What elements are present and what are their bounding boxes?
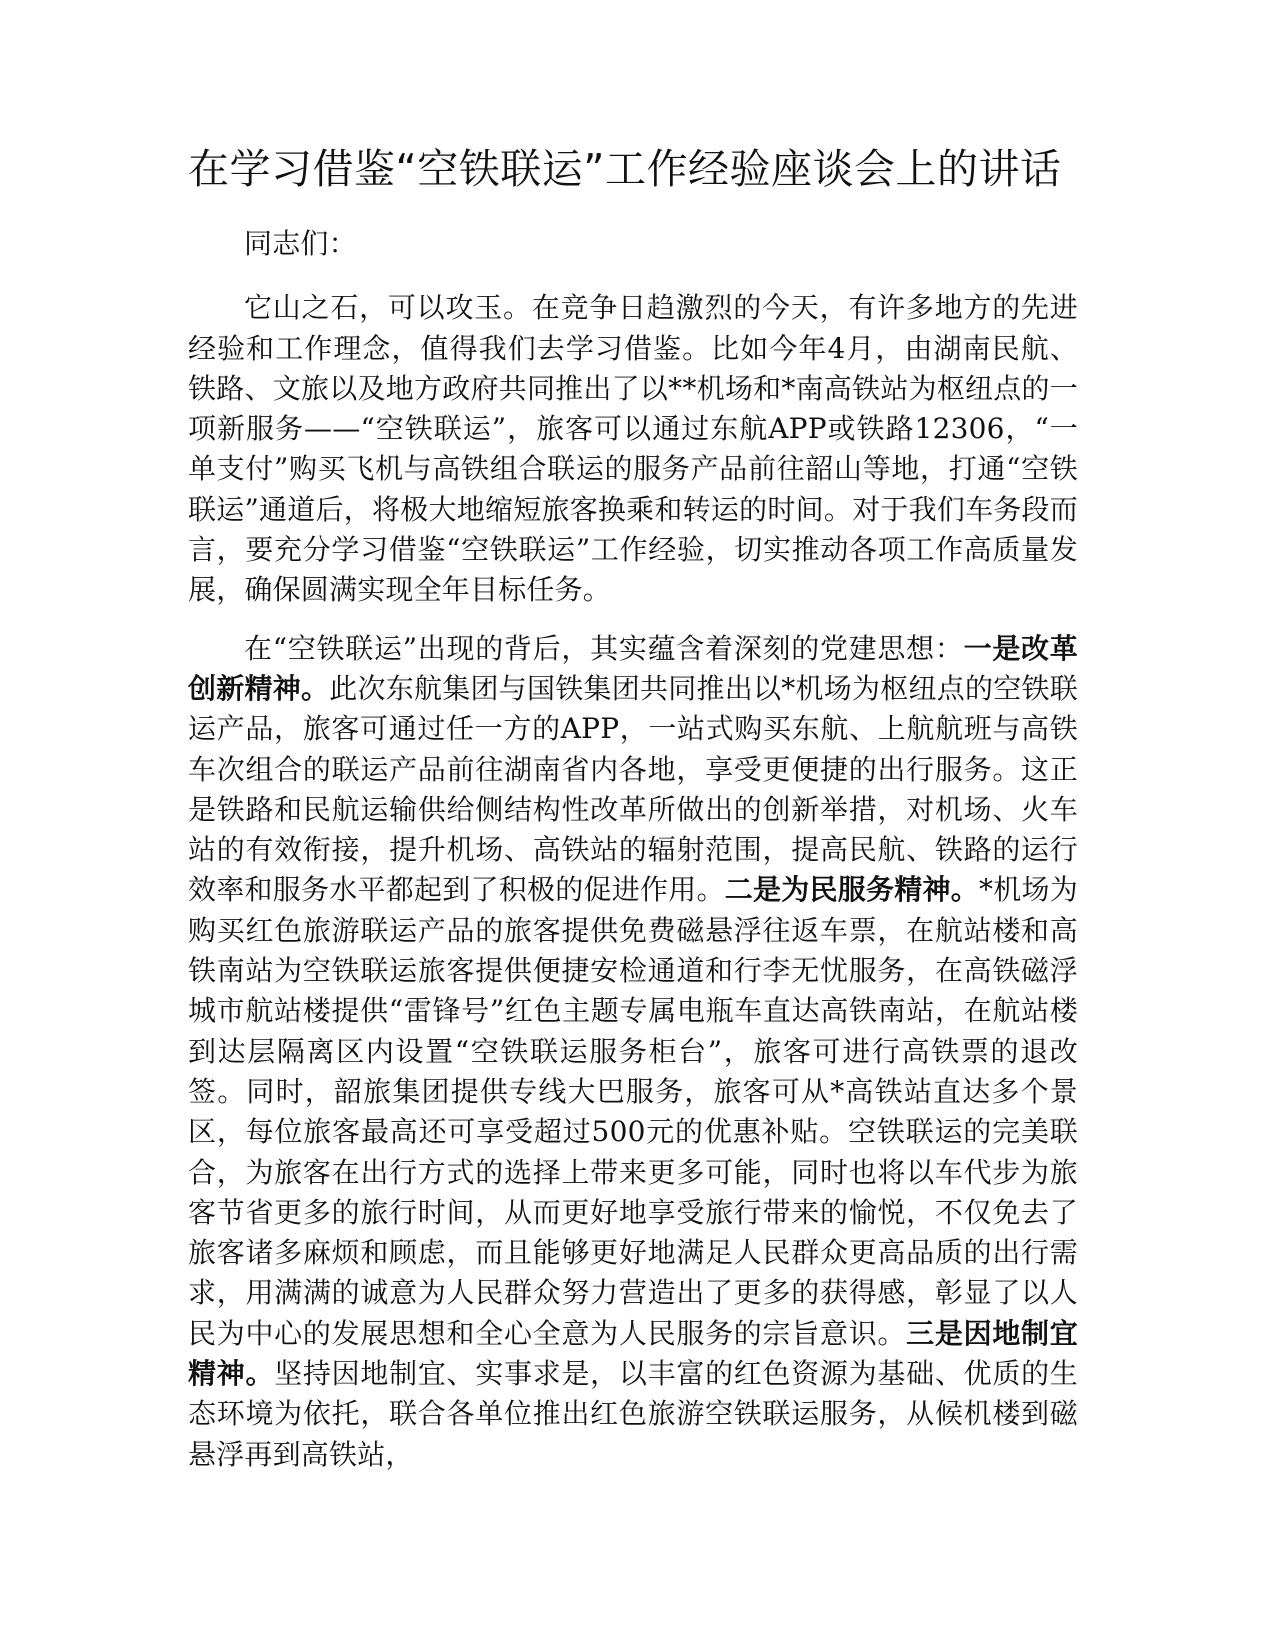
text-reform-innovation: 此次东航集团与国铁集团共同推出以*机场为枢纽点的空铁联运产品，旅客可通过任一方的APP，一站式购买东航、上航航班与高铁车次组合的联运产品前往湖南省内各地，享受更便捷的出行服务。这正是铁路和民航运输供给侧结构性改革所做出的创新举措，对机场、火车站的有效衔接，提升机场、高铁站的辐射范围，提高民航、铁路的运行效率和服务水平都起到了积极的促进作用。 bbox=[188, 671, 1078, 907]
heading-reform-innovation: 一是改革创新精神。 bbox=[188, 631, 1078, 705]
paragraph-2-intro: 在“空铁联运”出现的背后，其实蕴含着深刻的党建思想： bbox=[244, 631, 964, 665]
document-title: 在学习借鉴“空铁联运”工作经验座谈会上的讲话 bbox=[188, 145, 1062, 193]
text-local-conditions: 坚持因地制宜、实事求是，以丰富的红色资源为基础、优质的生态环境为依托，联合各单位推出红色旅游空铁联运服务，从候机楼到磁悬浮再到高铁站， bbox=[188, 1357, 1078, 1471]
text-serve-people: *机场为购买红色旅游联运产品的旅客提供免费磁悬浮往返车票，在航站楼和高铁南站为空铁联运旅客提供便捷安检通道和行李无忧服务，在高铁磁浮城市航站楼提供“雷锋号”红色主题专属电瓶车直达高铁南站，在航站楼到达层隔离区内设置“空铁联运服务柜台”，旅客可进行高铁票的退改签。同时，韶旅集团提供专线大巴服务，旅客可从*高铁站直达多个景区，每位旅客最高还可享受超过500元的优惠补贴。空铁联运的完美联合，为旅客在出行方式的选择上带来更多可能，同时也将以车代步为旅客节省更多的旅行时间，从而更好地享受旅行带来的愉悦，不仅免去了旅客诸多麻烦和顾虑，而且能够更好地满足人民群众更高品质的出行需求，用满满的诚意为人民群众努力营造出了更多的获得感，彰显了以人民为中心的发展思想和全心全意为人民服务的宗旨意识。 bbox=[188, 873, 1078, 1350]
heading-serve-people: 二是为民服务精神。 bbox=[724, 873, 980, 907]
document-page bbox=[188, 140, 1078, 1493]
salutation: 同志们： bbox=[244, 227, 357, 260]
heading-local-conditions: 三是因地制宜精神。 bbox=[188, 1316, 1078, 1391]
paragraph-2 bbox=[188, 629, 1078, 1475]
paragraph-1: 它山之石，可以攻玉。在竞争日趋激烈的今天，有许多地方的先进经验和工作理念，值得我们去学习借鉴。比如今年4月，由湖南民航、铁路、文旅以及地方政府共同推出了以**机场和*南高铁站为枢纽点的一项新服务——“空铁联运”，旅客可以通过东航APP或铁路12306，“一单支付”购买飞机与高铁组合联运的服务产品前往韶山等地，打通“空铁联运”通道后，将极大地缩短旅客换乘和转运的时间。对于我们车务段而言，要充分学习借鉴“空铁联运”工作经验，切实推动各项工作高质量发展，确保圆满实现全年目标任务。 bbox=[188, 291, 1078, 607]
